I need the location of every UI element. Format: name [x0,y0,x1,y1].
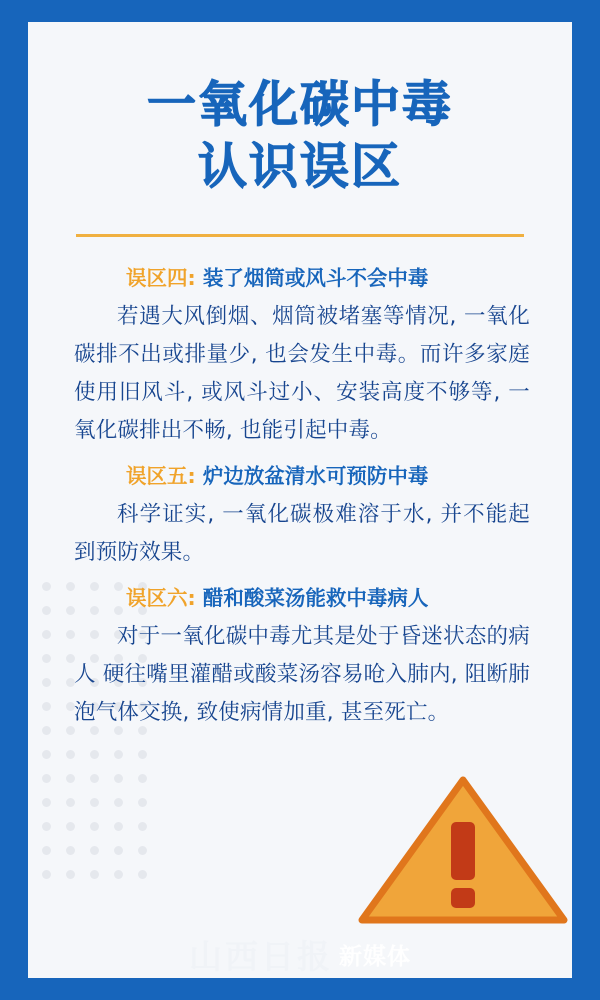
decorative-dot [138,822,147,831]
poster-footer [0,931,600,978]
decorative-dot [66,750,75,759]
title-line-1: 一氧化碳中毒 [146,76,453,133]
section-six-heading [74,578,530,618]
decorative-dot [90,846,99,855]
decorative-dot [90,750,99,759]
decorative-dot [114,870,123,879]
decorative-dot [66,870,75,879]
section-five-heading-text: 炉边放盆清水可预防中毒 [202,464,429,488]
decorative-dot [90,798,99,807]
section-five-paragraph: 科学证实, 一氧化碳极难溶于水, 并不能起到预防效果。 [74,502,530,565]
section-five-heading [74,456,530,496]
poster-card [28,22,572,978]
decorative-dot [66,822,75,831]
decorative-dot [42,702,51,711]
section-five-label: 误区五: [126,464,196,488]
decorative-dot [114,822,123,831]
decorative-dot [138,870,147,879]
decorative-dot [42,798,51,807]
decorative-dot [90,822,99,831]
decorative-dot [114,750,123,759]
section-five [74,456,530,572]
decorative-dot [42,606,51,615]
decorative-dot [138,750,147,759]
title-line-2: 认识误区 [197,138,402,195]
section-four [74,258,530,450]
decorative-dot [42,846,51,855]
decorative-dot [42,630,51,639]
decorative-dot [42,750,51,759]
title-divider [76,234,524,237]
decorative-dot [66,846,75,855]
decorative-dot [42,654,51,663]
decorative-dot [42,726,51,735]
decorative-dot [138,846,147,855]
decorative-dot [90,774,99,783]
decorative-dot [42,582,51,591]
section-six-label: 误区六: [126,586,196,610]
decorative-dot [42,678,51,687]
poster-content [74,258,530,738]
decorative-dot [42,822,51,831]
decorative-dot [42,774,51,783]
decorative-dot [66,798,75,807]
section-six-paragraph: 对于一氧化碳中毒尤其是处于昏迷状态的病人 硬往嘴里灌醋或酸菜汤容易呛入肺内, 阻断肺泡气体交换, 致使病情加重, 甚至死亡。 [74,624,530,725]
decorative-dot [114,846,123,855]
section-four-heading-text: 装了烟筒或风斗不会中毒 [202,266,429,290]
decorative-dot [90,870,99,879]
poster-title [28,74,572,198]
section-four-heading [74,258,530,298]
section-six-heading-text: 醋和酸菜汤能救中毒病人 [202,586,429,610]
section-six [74,578,530,732]
section-four-paragraph: 若遇大风倒烟、烟筒被堵塞等情况, 一氧化碳排不出或排量少, 也会发生中毒。而许多家庭使用旧风斗, 或风斗过小、安装高度不够等, 一氧化碳排出不畅, 也能引起中毒。 [74,304,530,443]
brand-subtitle: 新媒体 [339,944,411,970]
decorative-dot [114,798,123,807]
decorative-dot [138,798,147,807]
decorative-dot [42,870,51,879]
warning-triangle-icon [358,774,568,924]
section-four-label: 误区四: [126,266,196,290]
brand-name: 山西日报 [189,937,333,976]
decorative-dot [114,774,123,783]
decorative-dot [66,774,75,783]
decorative-dot [138,774,147,783]
